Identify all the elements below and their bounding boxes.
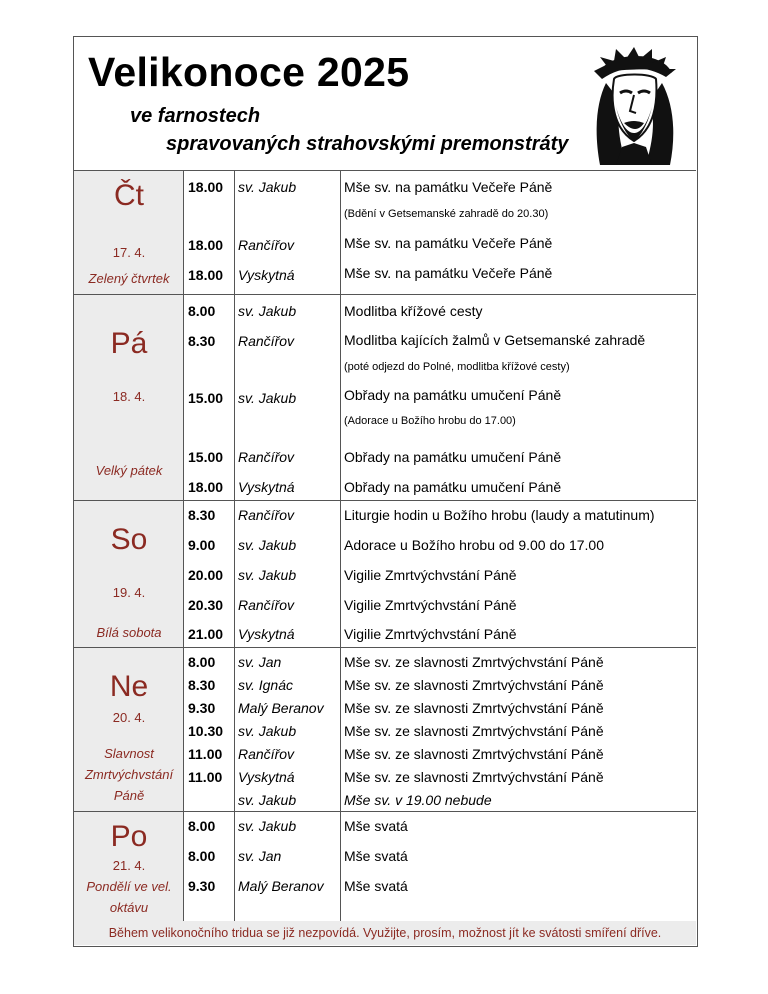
row-place: Rančířov — [238, 237, 295, 253]
row-time: 18.00 — [188, 237, 224, 253]
day-name-line-1: Slavnost — [104, 746, 154, 761]
row-time: 20.00 — [188, 567, 224, 583]
row-place: Malý Beranov — [238, 700, 324, 716]
row-place: sv. Jakub — [238, 792, 297, 808]
row-event: Mše sv. ze slavnosti Zmrtvýchvstání Páně — [344, 700, 604, 716]
row-event: Mše sv. v 19.00 nebude — [344, 792, 492, 808]
row-note: (Adorace u Božího hrobu do 17.00) — [344, 415, 516, 427]
row-time: 9.00 — [188, 537, 216, 553]
schedule-sheet — [73, 36, 698, 947]
row-event: Obřady na památku umučení Páně — [344, 479, 562, 495]
christ-with-crown-of-thorns-icon — [586, 43, 682, 169]
day-block-thursday — [74, 171, 696, 295]
row-time: 18.00 — [188, 179, 224, 195]
day-block-sunday — [74, 648, 696, 812]
day-date: 17. 4. — [112, 245, 146, 260]
row-time: 8.30 — [188, 333, 216, 349]
row-event: Adorace u Božího hrobu od 9.00 do 17.00 — [344, 537, 604, 553]
confession-notice: Během velikonočního tridua se již nezpovídá. Využijte, prosím, možnost jít ke svátosti smíření dříve. — [74, 921, 696, 945]
row-time: 18.00 — [188, 267, 224, 283]
row-place: Rančířov — [238, 449, 295, 465]
row-time: 9.30 — [188, 878, 216, 894]
subtitle-line-1: ve farnostech — [130, 105, 261, 127]
day-block-friday — [74, 295, 696, 501]
row-event: Liturgie hodin u Božího hrobu (laudy a matutinum) — [344, 507, 655, 523]
row-place: sv. Jakub — [238, 567, 297, 583]
row-time: 11.00 — [188, 746, 223, 762]
row-time: 8.00 — [188, 848, 216, 864]
day-name-line-3: Páně — [113, 788, 145, 803]
row-event: Mše sv. na památku Večeře Páně — [344, 235, 553, 251]
day-block-monday — [74, 812, 696, 921]
row-place: sv. Jan — [238, 848, 282, 864]
row-place: sv. Jakub — [238, 537, 297, 553]
row-place: sv. Jakub — [238, 390, 297, 406]
row-place: sv. Jakub — [238, 303, 297, 319]
row-event: Modlitba kajících žalmů v Getsemanské zahradě — [344, 332, 646, 348]
row-event: Mše svatá — [344, 878, 408, 894]
row-event: Vigilie Zmrtvýchvstání Páně — [344, 567, 517, 583]
day-abbreviation: So — [110, 523, 148, 556]
row-place: Rančířov — [238, 597, 295, 613]
day-date: 18. 4. — [112, 389, 146, 404]
row-time: 8.00 — [188, 303, 216, 319]
row-place: Rančířov — [238, 507, 295, 523]
day-name: Velký pátek — [95, 463, 163, 478]
day-abbreviation: Ne — [109, 670, 149, 703]
row-place: sv. Jakub — [238, 723, 297, 739]
row-place: Malý Beranov — [238, 878, 324, 894]
day-name-line-2: Zmrtvýchvstání — [84, 767, 174, 782]
row-time: 8.30 — [188, 507, 216, 523]
row-event: Mše sv. na památku Večeře Páně — [344, 265, 553, 281]
row-time: 10.30 — [188, 723, 224, 739]
day-name-line-2: oktávu — [109, 900, 149, 915]
row-place: Vyskytná — [238, 267, 295, 283]
row-time: 15.00 — [188, 449, 224, 465]
day-name: Bílá sobota — [96, 625, 162, 640]
row-place: Vyskytná — [238, 479, 295, 495]
day-abbreviation: Čt — [114, 179, 144, 212]
row-event: Mše sv. ze slavnosti Zmrtvýchvstání Páně — [344, 723, 604, 739]
row-place: Vyskytná — [238, 769, 295, 785]
row-event: Vigilie Zmrtvýchvstání Páně — [344, 597, 517, 613]
row-time: 11.00 — [188, 769, 223, 785]
row-event: Modlitba křížové cesty — [344, 303, 483, 319]
row-event: Mše sv. na památku Večeře Páně — [344, 179, 553, 195]
row-place: sv. Ignác — [238, 677, 293, 693]
day-date: 19. 4. — [112, 585, 146, 600]
row-event: Mše sv. ze slavnosti Zmrtvýchvstání Páně — [344, 746, 604, 762]
row-place: Rančířov — [238, 746, 295, 762]
row-time: 8.30 — [188, 677, 216, 693]
row-time: 8.00 — [188, 654, 216, 670]
row-event: Mše svatá — [344, 848, 408, 864]
row-event: Mše svatá — [344, 818, 408, 834]
row-event: Vigilie Zmrtvýchvstání Páně — [344, 626, 517, 642]
day-name: Zelený čtvrtek — [88, 271, 170, 286]
day-block-saturday — [74, 501, 696, 648]
row-note: (Bdění v Getsemanské zahradě do 20.30) — [344, 208, 549, 220]
row-time: 15.00 — [188, 390, 224, 406]
day-name-line-1: Pondělí ve vel. — [86, 879, 172, 894]
day-date: 20. 4. — [112, 710, 146, 725]
row-event: Mše sv. ze slavnosti Zmrtvýchvstání Páně — [344, 769, 604, 785]
row-place: sv. Jakub — [238, 179, 297, 195]
day-abbreviation: Pá — [110, 327, 148, 360]
row-event: Obřady na památku umučení Páně — [344, 387, 562, 403]
row-place: Vyskytná — [238, 626, 295, 642]
day-abbreviation: Po — [110, 820, 148, 853]
row-time: 21.00 — [188, 626, 224, 642]
row-event: Obřady na památku umučení Páně — [344, 449, 562, 465]
day-date: 21. 4. — [112, 858, 146, 873]
header — [74, 37, 696, 171]
row-place: Rančířov — [238, 333, 295, 349]
row-event: Mše sv. ze slavnosti Zmrtvýchvstání Páně — [344, 654, 604, 670]
row-time: 9.30 — [188, 700, 216, 716]
page-title: Velikonoce 2025 — [88, 49, 410, 95]
row-place: sv. Jan — [238, 654, 282, 670]
row-event: Mše sv. ze slavnosti Zmrtvýchvstání Páně — [344, 677, 604, 693]
subtitle-line-2: spravovaných strahovskými premonstráty — [166, 133, 569, 155]
row-time: 8.00 — [188, 818, 216, 834]
row-note: (poté odjezd do Polné, modlitba křížové cesty) — [344, 361, 570, 373]
row-time: 18.00 — [188, 479, 224, 495]
row-place: sv. Jakub — [238, 818, 297, 834]
row-time: 20.30 — [188, 597, 224, 613]
